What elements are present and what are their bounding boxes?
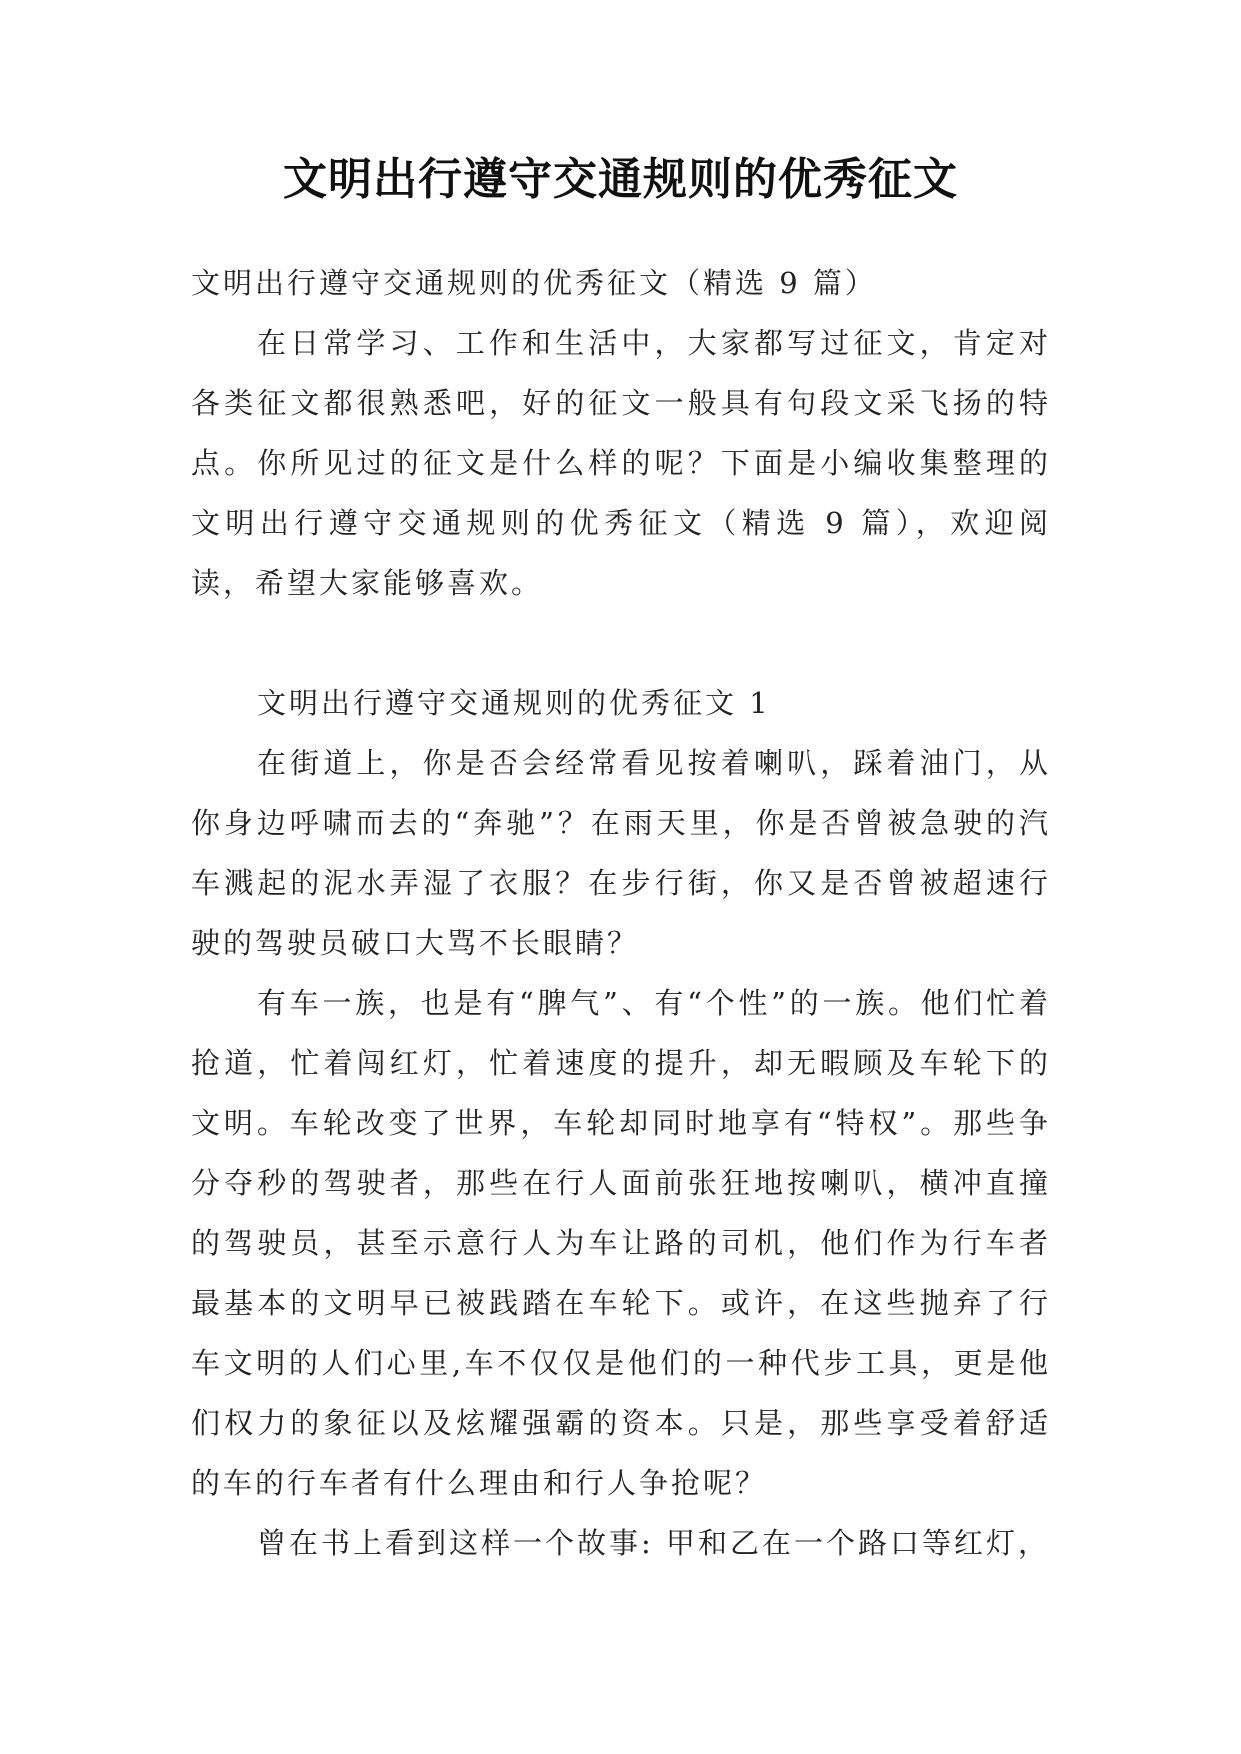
document-title: 文明出行遵守交通规则的优秀征文 <box>283 154 958 205</box>
collection-title: 文明出行遵守交通规则的优秀征文（精选 9 篇） <box>191 266 877 300</box>
section-heading: 文明出行遵守交通规则的优秀征文 1 <box>257 686 771 720</box>
body-paragraph: 曾在书上看到这样一个故事: 甲和乙在一个路口等红灯， <box>257 1526 1050 1560</box>
document-body <box>191 253 1051 1573</box>
body-paragraph: 有车一族，也是有“脾气”、有“个性”的一族。他们忙着抢道，忙着闯红灯，忙着速度的提升，却无暇顾及车轮下的文明。车轮改变了世界，车轮却同时地享有“特权”。那些争分夺秒的驾驶者，那些在行人面前张狂地按喇叭，横冲直撞的驾驶员，甚至示意行人为车让路的司机，他们作为行车者最基本的文明早已被践踏在车轮下。或许，在这些抛弃了行车文明的人们心里,车不仅仅是他们的一种代步工具，更是他们权力的象征以及炫耀强霸的资本。只是，那些享受着舒适的车的行车者有什么理由和行人争抢呢？ <box>191 986 1051 1500</box>
body-paragraph: 在街道上，你是否会经常看见按着喇叭，踩着油门，从你身边呼啸而去的“奔驰”？在雨天里，你是否曾被急驶的汽车溅起的泥水弄湿了衣服？在步行街，你又是否曾被超速行驶的驾驶员破口大骂不长眼睛？ <box>191 746 1051 960</box>
section-spacer <box>191 613 1051 673</box>
intro-paragraph: 在日常学习、工作和生活中，大家都写过征文，肯定对各类征文都很熟悉吧，好的征文一般具有句段文采飞扬的特点。你所见过的征文是什么样的呢？下面是小编收集整理的文明出行遵守交通规则的优秀征文（精选 9 篇），欢迎阅读，希望大家能够喜欢。 <box>191 326 1051 600</box>
